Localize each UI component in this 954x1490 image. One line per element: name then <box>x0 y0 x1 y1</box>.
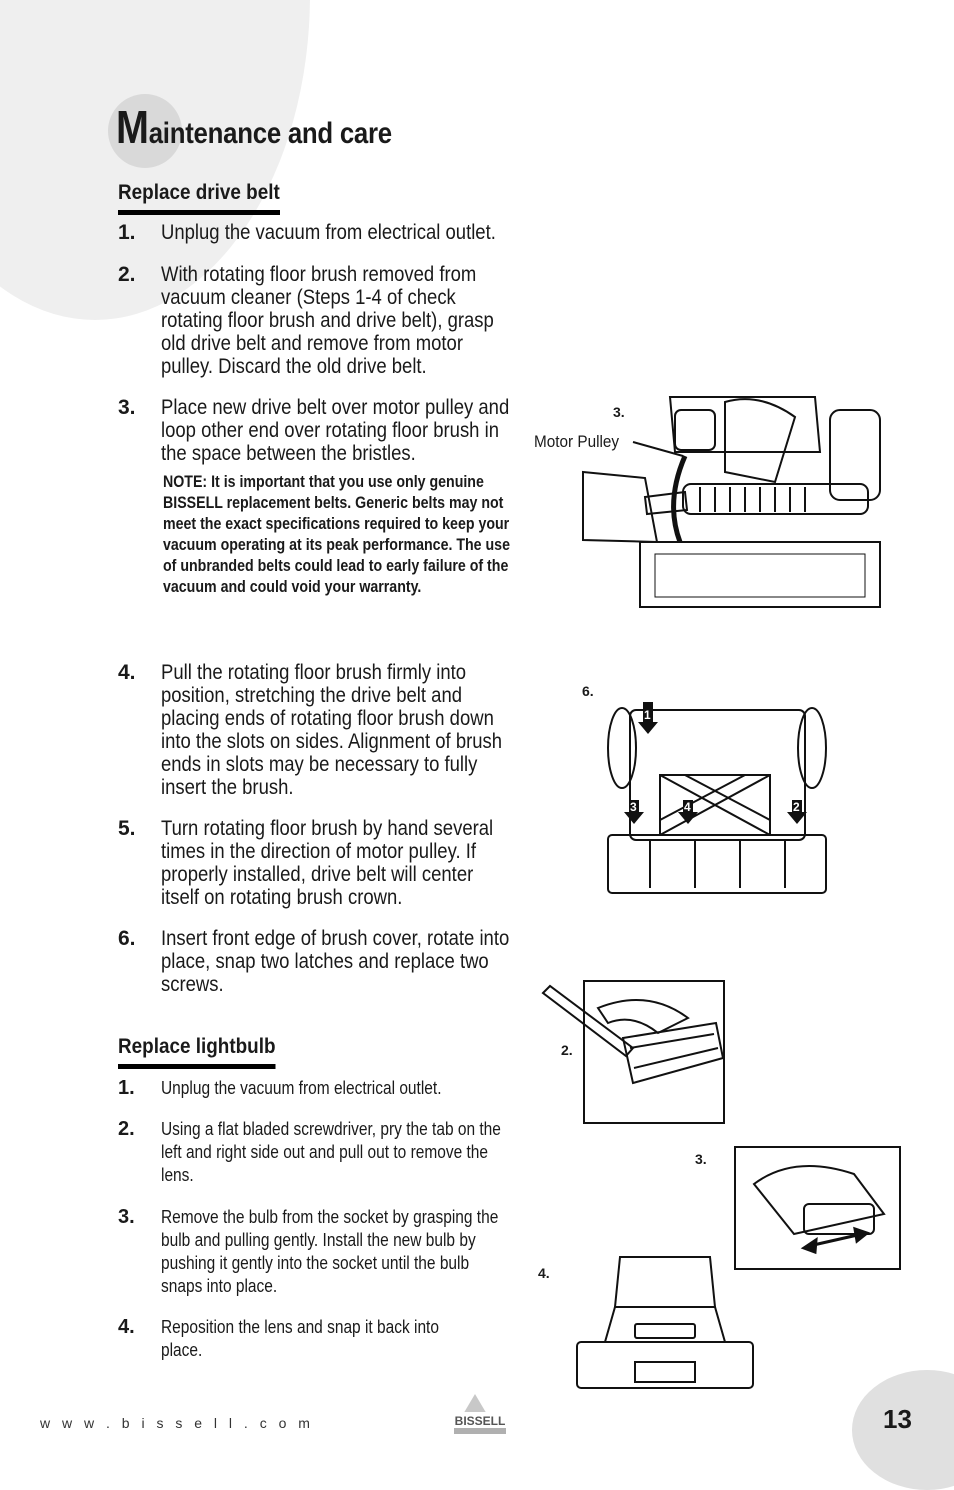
step-number: 6. <box>118 927 136 950</box>
step-text: Unplug the vacuum from electrical outlet. <box>161 1078 442 1098</box>
title-initial: M <box>116 101 149 153</box>
belt-note: NOTE: It is important that you use only genuine BISSELL replacement belts. Generic belts may not meet the exact specifications required to keep your vacuum operating at its peak performance. The use of unbranded belts could lead to early failure of the vacuum and could void your warranty. <box>163 473 510 596</box>
motor-pulley-callout: Motor Pulley <box>534 432 620 451</box>
step-text: Reposition the lens and snap it back into place. <box>161 1317 439 1360</box>
step-text: With rotating floor brush removed from vacuum cleaner (Steps 1-4 of check rotating floor brush and drive belt), grasp old drive belt and remove from motor pulley. Discard the old drive belt. <box>161 263 494 378</box>
step-text: Insert front edge of brush cover, rotate into place, snap two latches and replace two screws. <box>161 927 510 996</box>
step-text: Remove the bulb from the socket by grasping the bulb and pulling gently. Install the new bulb by pushing it gently into the socket until the bulb snaps into place. <box>161 1207 499 1296</box>
drive-belt-illustration <box>575 392 895 617</box>
lens-removal-illustration <box>538 978 728 1126</box>
fig-belt-label: 3. <box>613 404 625 420</box>
step-text: Pull the rotating floor brush firmly into position, stretching the drive belt and placing ends of rotating floor brush down into the slots on sides. Alignment of brush ends in slots may be necessary to fully insert the brush. <box>161 661 503 799</box>
step-text: Unplug the vacuum from electrical outlet. <box>161 221 496 244</box>
logo-text: BISSELL <box>454 1414 506 1428</box>
step-number: 1. <box>118 1077 135 1099</box>
fig-bulb2-label: 2. <box>561 1042 573 1058</box>
bulb-socket-illustration <box>734 1144 902 1272</box>
step-number: 5. <box>118 817 136 840</box>
fig-bulb3-label: 3. <box>695 1151 707 1167</box>
step-number: 3. <box>118 396 136 419</box>
cover-marker-2: 2 <box>793 800 800 814</box>
step-number: 1. <box>118 221 136 244</box>
drive-belt-heading: Replace drive belt <box>118 181 280 215</box>
page-title <box>116 101 392 153</box>
cover-marker-3: 3 <box>630 800 637 814</box>
page-number: 13 <box>883 1404 912 1434</box>
brush-cover-illustration <box>600 700 835 898</box>
step-text: Place new drive belt over motor pulley and loop other end over rotating floor brush in the space between the bristles. <box>161 396 510 465</box>
cover-marker-4: 4 <box>684 800 691 814</box>
fig-bulb4-label: 4. <box>538 1265 550 1281</box>
lens-reposition-illustration <box>575 1252 755 1392</box>
step-text: Using a flat bladed screwdriver, pry the tab on the left and right side out and pull out to remove the lens. <box>161 1119 501 1185</box>
lightbulb-heading: Replace lightbulb <box>118 1035 276 1069</box>
fig-cover-label: 6. <box>582 683 594 699</box>
title-rest: aintenance and care <box>148 117 392 150</box>
step-number: 4. <box>118 1316 135 1338</box>
step-number: 3. <box>118 1206 135 1228</box>
step-number: 2. <box>118 263 136 286</box>
step-number: 2. <box>118 1118 135 1140</box>
website-url: w w w . b i s s e l l . c o m <box>40 1415 314 1431</box>
step-text: Turn rotating floor brush by hand several times in the direction of motor pulley. If properly installed, drive belt will center itself on rotating brush crown. <box>161 817 494 909</box>
step-number: 4. <box>118 661 136 684</box>
bissell-logo <box>440 1388 520 1436</box>
cover-marker-1: 1 <box>644 708 651 722</box>
